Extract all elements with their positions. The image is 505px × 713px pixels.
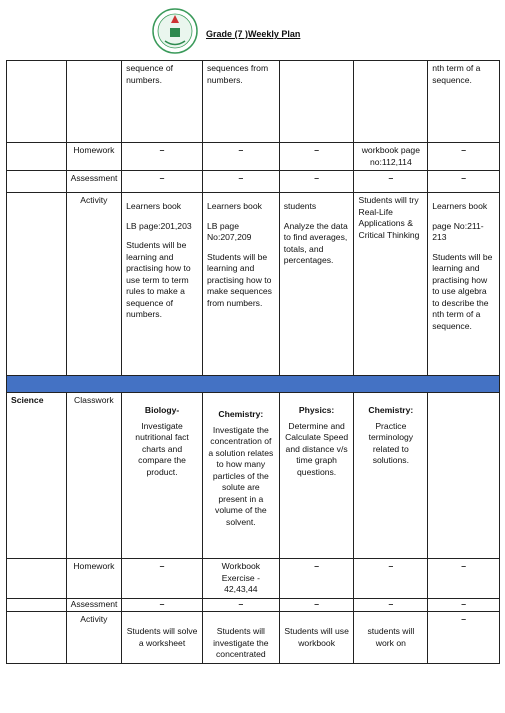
page-title: Grade (7 )Weekly Plan — [206, 29, 301, 39]
day1-cell — [122, 393, 203, 559]
day2-cell: – — [202, 599, 279, 612]
day1-cell: – — [122, 171, 203, 193]
component-cell — [66, 61, 122, 143]
subject-cell — [7, 559, 67, 599]
day3-cell — [279, 61, 354, 143]
day5-cell: – — [428, 559, 500, 599]
day5-cell: – — [428, 171, 500, 193]
day4-cell: – — [354, 599, 428, 612]
day2-cell: – — [202, 143, 279, 171]
school-logo-icon — [150, 6, 200, 56]
day3-cell: – — [279, 143, 354, 171]
table-row — [7, 61, 500, 143]
topic-heading: Physics: — [298, 405, 335, 415]
day4-cell: students will work on — [354, 612, 428, 664]
day1-cell: – — [122, 143, 203, 171]
day2-cell: – — [202, 171, 279, 193]
day2-cell — [202, 393, 279, 559]
day3-cell — [279, 393, 354, 559]
day1-cell — [122, 193, 203, 376]
topic-heading: Biology- — [144, 405, 180, 415]
table-row — [7, 193, 500, 376]
activity-text: Analyze the data to find averages, totals, and percentages. — [283, 220, 348, 265]
activity-text: LB page:201,203 — [126, 220, 192, 231]
activity-text: Learners book — [126, 201, 182, 211]
classwork-label: Classwork — [66, 393, 122, 559]
homework-label: Homework — [66, 559, 122, 599]
subject-cell — [7, 599, 67, 612]
day2-cell: Workbook Exercise - 42,43,44 — [202, 559, 279, 599]
classwork-text: Investigate nutritional fact charts and compare the product. — [135, 420, 189, 477]
activity-text: LB page No:207,209 — [206, 220, 252, 242]
day5-cell: – — [428, 143, 500, 171]
day3-cell: – — [279, 599, 354, 612]
day4-cell — [354, 193, 428, 376]
table-row — [7, 143, 500, 171]
day5-cell: nth term of a sequence. — [428, 61, 500, 143]
subject-science: Science — [7, 393, 67, 559]
day1-cell: sequence of numbers. — [122, 61, 203, 143]
topic-heading: Chemistry: — [218, 409, 264, 419]
subject-cell — [7, 143, 67, 171]
classwork-text: Determine and Calculate Speed and distance v/s time graph questions. — [285, 420, 349, 477]
activity-text: Students will be learning and practising how to use term to term rules to make a sequence of numbers. — [126, 240, 191, 319]
activity-text: Students will be learning and practising how to make sequences from numbers. — [206, 251, 272, 308]
topic-heading: Chemistry: — [368, 405, 414, 415]
subject-cell — [7, 612, 67, 664]
classwork-text: Practice terminology related to solutions. — [368, 420, 414, 465]
day2-cell: sequences from numbers. — [202, 61, 279, 143]
subject-cell — [7, 171, 67, 193]
table-row — [7, 599, 500, 612]
activity-text: Students will be learning and practising how to use algebra to describe the nth term of a sequence. — [432, 251, 493, 331]
day5-cell — [428, 193, 500, 376]
table-row — [7, 559, 500, 599]
day5-cell — [428, 393, 500, 559]
day3-cell — [279, 193, 354, 376]
day4-cell: workbook page no:112,114 — [354, 143, 428, 171]
table-row — [7, 612, 500, 664]
day3-cell: Students will use workbook — [279, 612, 354, 664]
day1-cell: – — [122, 599, 203, 612]
weekly-plan-table — [6, 60, 500, 664]
day1-cell: – — [122, 559, 203, 599]
day5-cell: – — [428, 612, 500, 664]
page-header — [0, 0, 505, 60]
day5-cell: – — [428, 599, 500, 612]
day4-cell: – — [354, 171, 428, 193]
activity-text: page No:211-213 — [432, 220, 484, 242]
day4-cell — [354, 61, 428, 143]
day3-cell: – — [279, 559, 354, 599]
table-row — [7, 171, 500, 193]
day2-cell — [202, 193, 279, 376]
day4-cell: – — [354, 559, 428, 599]
assessment-label: Assessment — [66, 171, 122, 193]
assessment-label: Assessment — [66, 599, 122, 612]
subject-cell — [7, 61, 67, 143]
day4-cell — [354, 393, 428, 559]
activity-text: Learners book — [432, 201, 488, 211]
classwork-text: Investigate the concentration of a solution relates to how many particles of the solute are present in a volume of the solvent. — [208, 424, 274, 527]
subject-cell — [7, 193, 67, 376]
activity-text: Students will try Real-Life Applications & — [358, 195, 419, 228]
activity-text: Critical Thinking — [358, 229, 420, 240]
homework-label: Homework — [66, 143, 122, 171]
section-divider — [7, 376, 500, 393]
day1-cell: Students will solve a worksheet — [122, 612, 203, 664]
activity-label: Activity — [66, 193, 122, 376]
activity-text: Learners book — [206, 201, 262, 211]
activity-label: Activity — [66, 612, 122, 664]
day2-cell: Students will investigate the concentrated — [202, 612, 279, 664]
activity-text: students — [283, 201, 317, 211]
table-row — [7, 393, 500, 559]
day3-cell: – — [279, 171, 354, 193]
